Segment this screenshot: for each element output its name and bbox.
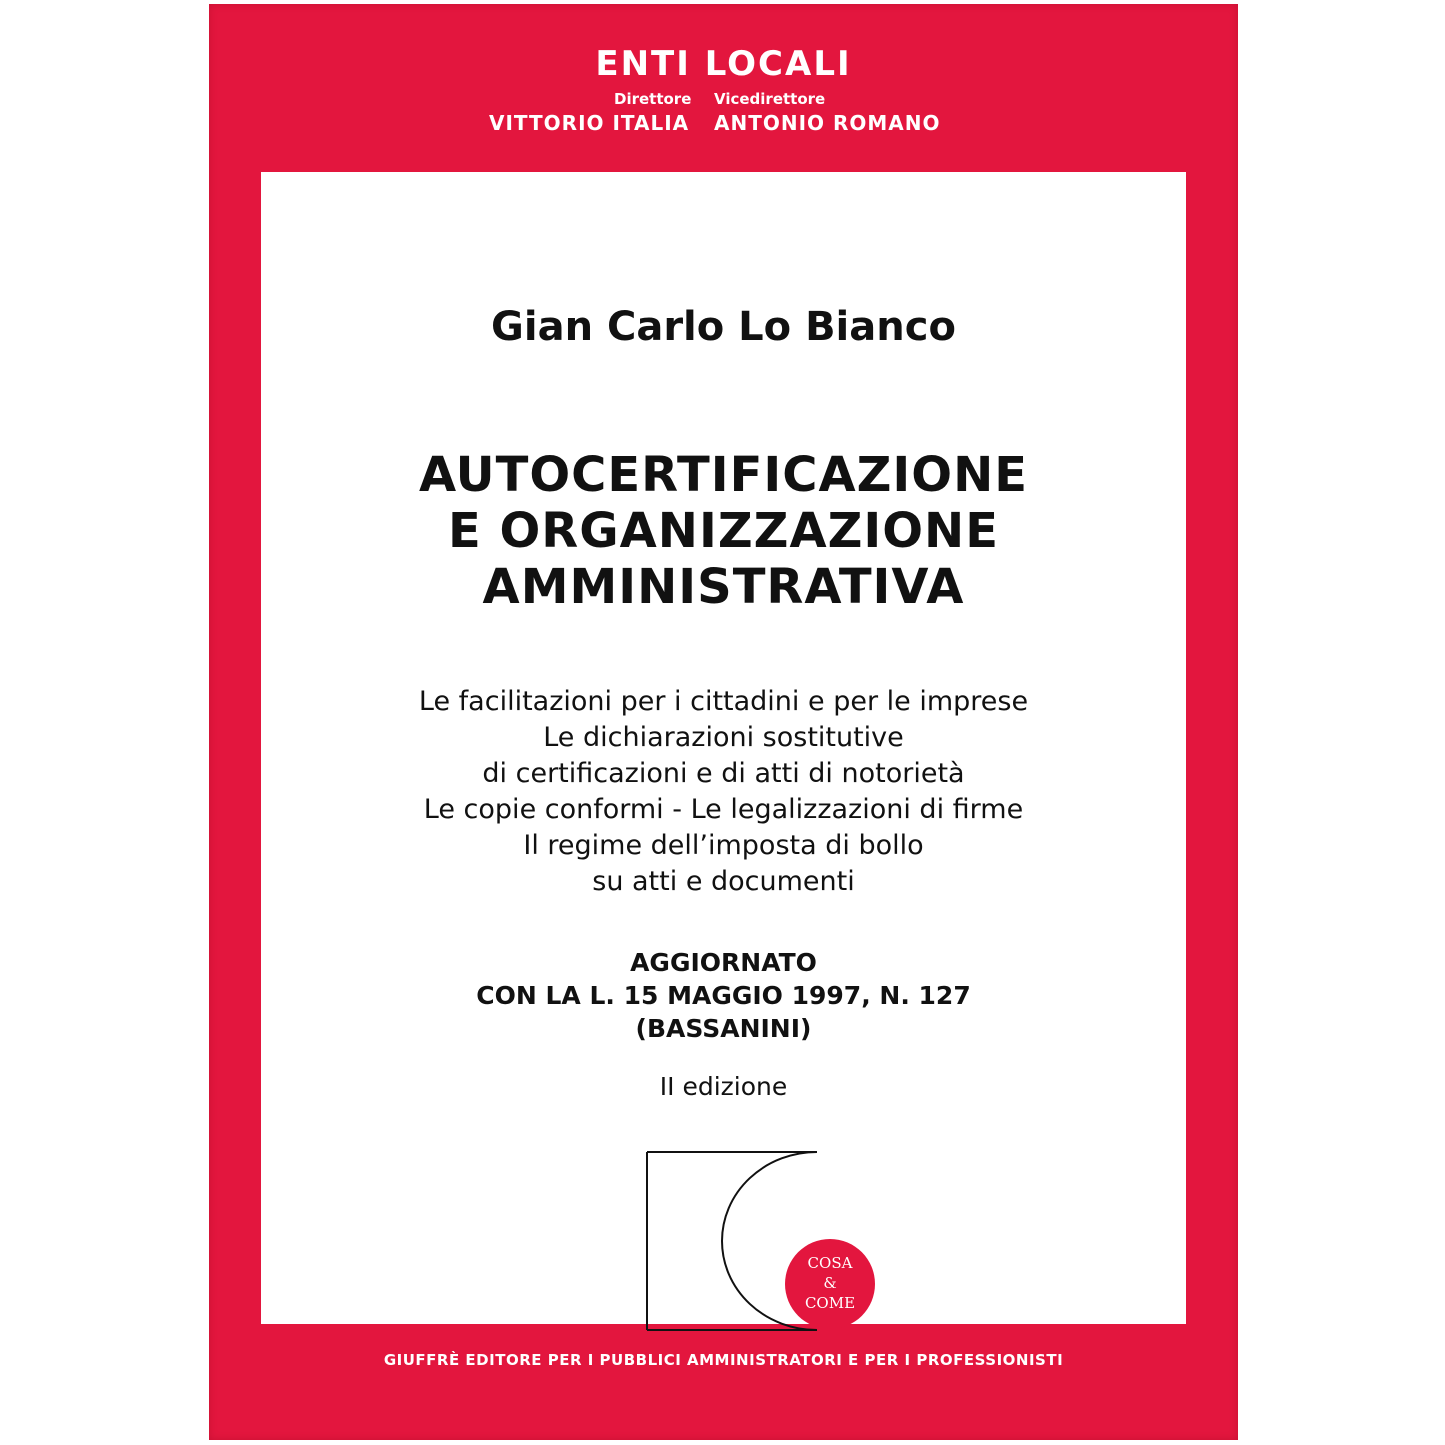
badge-line-3: COME xyxy=(804,1294,856,1312)
subtitle-line-6: su atti e documenti xyxy=(592,866,855,897)
subtitle-line-5: Il regime dell’imposta di bollo xyxy=(523,830,924,861)
director-name: VITTORIO ITALIA xyxy=(489,111,690,135)
vice-director-name: ANTONIO ROMANO xyxy=(714,111,941,135)
publisher-logo-icon xyxy=(645,1150,905,1332)
edition-label: II edizione xyxy=(659,1072,788,1101)
director-role: Direttore xyxy=(614,90,692,108)
book-title-line-3: AMMINISTRATIVA xyxy=(482,559,965,615)
series-title: ENTI LOCALI xyxy=(595,44,852,84)
book-title-line-1: AUTOCERTIFICAZIONE xyxy=(418,447,1029,503)
update-line-3: (BASSANINI) xyxy=(635,1014,812,1043)
badge-line-2: & xyxy=(823,1274,837,1292)
update-line-2: CON LA L. 15 MAGGIO 1997, N. 127 xyxy=(476,981,971,1010)
update-line-1: AGGIORNATO xyxy=(630,948,817,977)
subtitle-line-3: di certificazioni e di atti di notorietà xyxy=(482,758,965,789)
book-title-line-2: E ORGANIZZAZIONE xyxy=(447,503,1000,559)
book-cover xyxy=(209,4,1238,1440)
publisher-footer: GIUFFRÈ EDITORE PER I PUBBLICI AMMINISTRATORI E PER I PROFESSIONISTI xyxy=(383,1351,1064,1369)
vice-director-role: Vicedirettore xyxy=(714,90,826,108)
title-panel xyxy=(261,172,1186,1324)
subtitle-line-4: Le copie conformi - Le legalizzazioni di firme xyxy=(423,794,1024,825)
subtitle-line-1: Le facilitazioni per i cittadini e per le imprese xyxy=(418,686,1029,717)
badge-line-1: COSA xyxy=(807,1254,853,1272)
subtitle-line-2: Le dichiarazioni sostitutive xyxy=(543,722,904,753)
author-name: Gian Carlo Lo Bianco xyxy=(491,304,956,350)
